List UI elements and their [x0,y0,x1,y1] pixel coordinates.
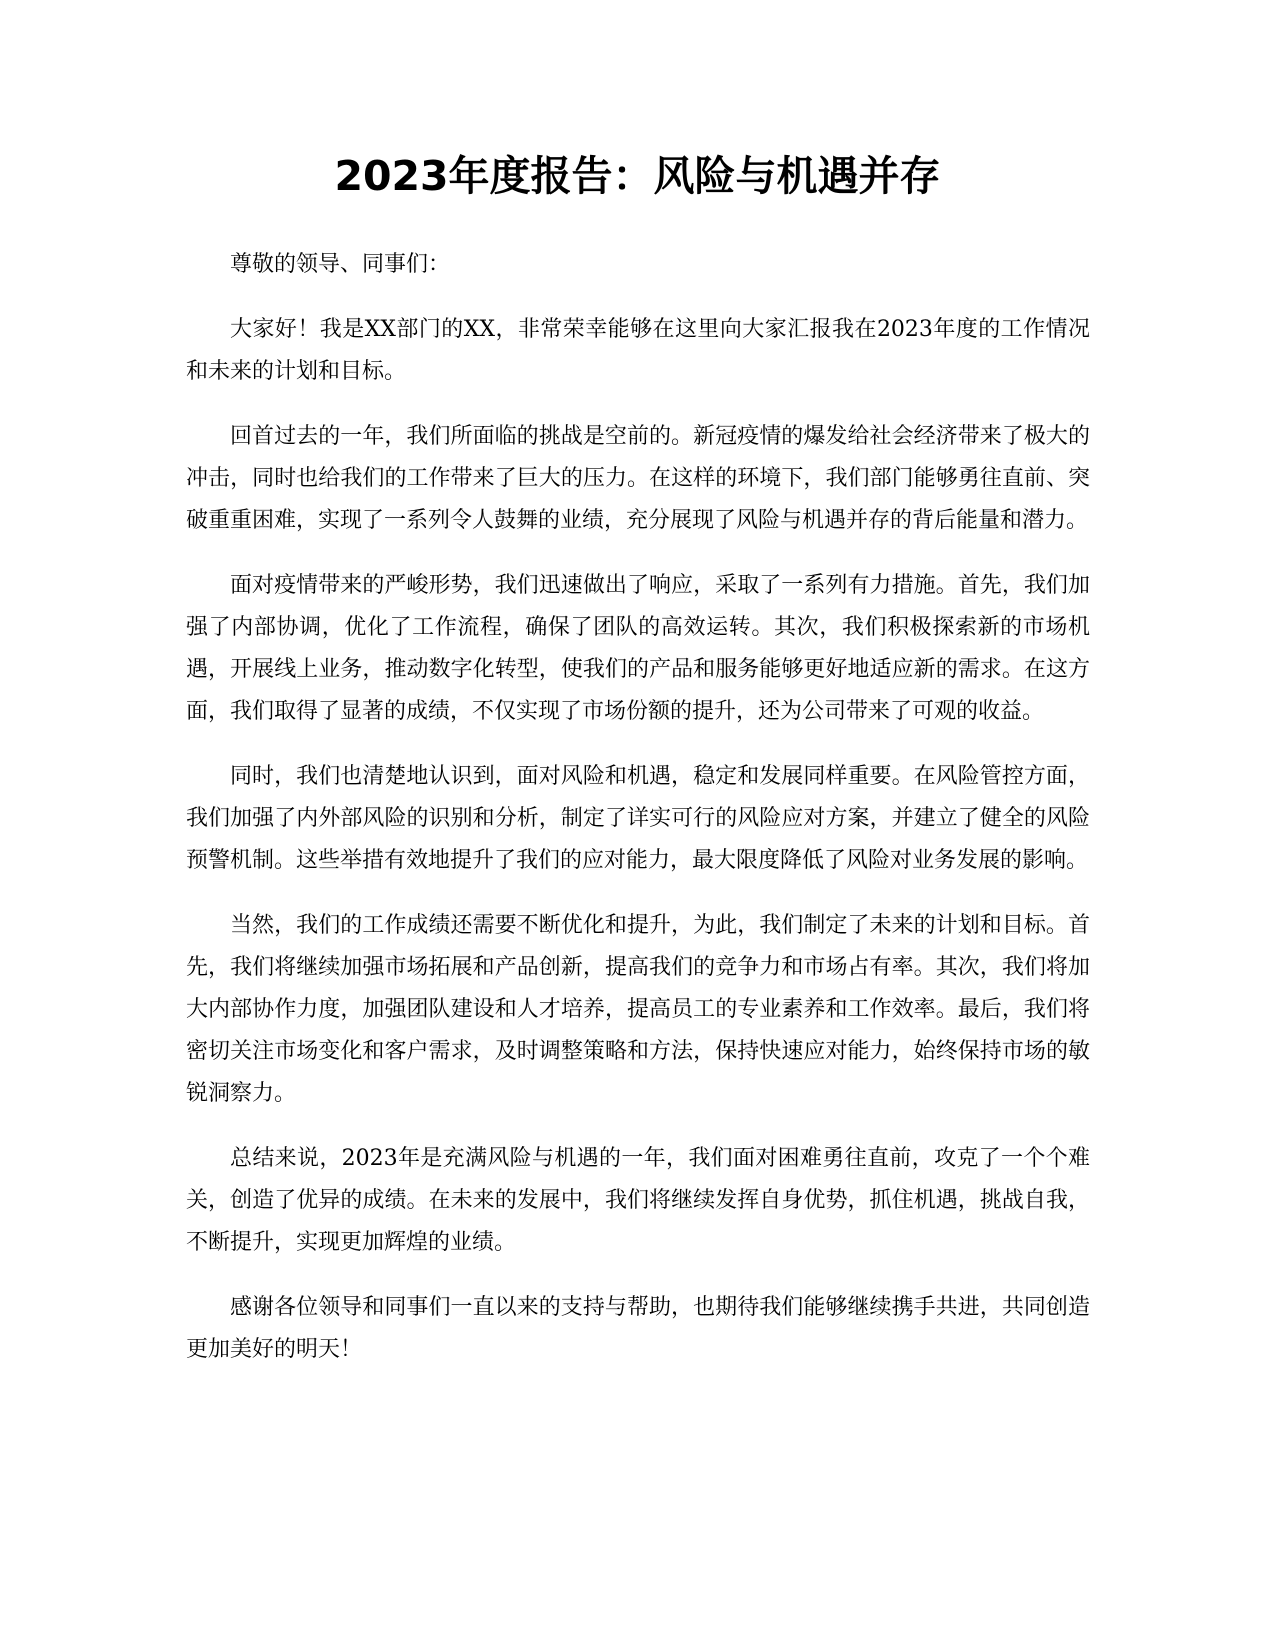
paragraph-risk-control: 同时，我们也清楚地认识到，面对风险和机遇，稳定和发展同样重要。在风险管控方面，我们加强了内外部风险的识别和分析，制定了详实可行的风险应对方案，并建立了健全的风险预警机制。这些举措有效地提升了我们的应对能力，最大限度降低了风险对业务发展的影响。 [186,764,1090,873]
paragraph-summary: 总结来说，2023年是充满风险与机遇的一年，我们面对困难勇往直前，攻克了一个个难关，创造了优异的成绩。在未来的发展中，我们将继续发挥自身优势，抓住机遇，挑战自我，不断提升，实现更加辉煌的业绩。 [186,1146,1090,1255]
document-body [186,244,1090,1394]
paragraph-measures: 面对疫情带来的严峻形势，我们迅速做出了响应，采取了一系列有力措施。首先，我们加强了内部协调，优化了工作流程，确保了团队的高效运转。其次，我们积极探索新的市场机遇，开展线上业务，推动数字化转型，使我们的产品和服务能够更好地适应新的需求。在这方面，我们取得了显著的成绩，不仅实现了市场份额的提升，还为公司带来了可观的收益。 [186,573,1090,724]
document-title: 2023年度报告：风险与机遇并存 [334,152,941,200]
paragraph-greeting: 大家好！我是XX部门的XX，非常荣幸能够在这里向大家汇报我在2023年度的工作情况和未来的计划和目标。 [186,317,1090,384]
paragraph-thanks: 感谢各位领导和同事们一直以来的支持与帮助，也期待我们能够继续携手共进，共同创造更加美好的明天！ [186,1295,1090,1362]
paragraph-future-plan: 当然，我们的工作成绩还需要不断优化和提升，为此，我们制定了未来的计划和目标。首先，我们将继续加强市场拓展和产品创新，提高我们的竞争力和市场占有率。其次，我们将加大内部协作力度，加强团队建设和人才培养，提高员工的专业素养和工作效率。最后，我们将密切关注市场变化和客户需求，及时调整策略和方法，保持快速应对能力，始终保持市场的敏锐洞察力。 [186,913,1090,1106]
paragraph-review: 回首过去的一年，我们所面临的挑战是空前的。新冠疫情的爆发给社会经济带来了极大的冲击，同时也给我们的工作带来了巨大的压力。在这样的环境下，我们部门能够勇往直前、突破重重困难，实现了一系列令人鼓舞的业绩，充分展现了风险与机遇并存的背后能量和潜力。 [186,424,1090,533]
paragraph-salutation: 尊敬的领导、同事们： [230,252,451,277]
